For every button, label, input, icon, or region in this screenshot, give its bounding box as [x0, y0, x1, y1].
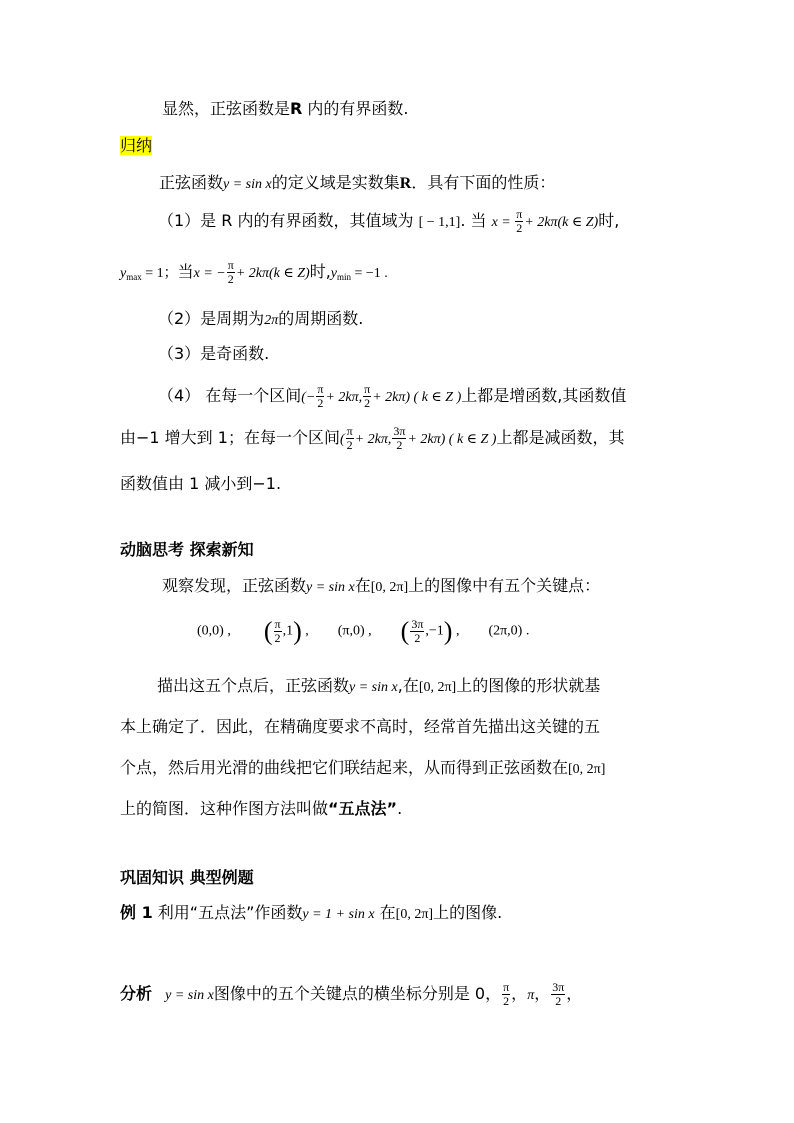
fraction: [346, 425, 354, 452]
math-expression: (: [339, 432, 345, 447]
math-expression: π: [527, 988, 535, 1003]
property-4-cont: [120, 425, 624, 452]
fraction: [392, 425, 406, 452]
math-expression: + 2kπ,: [325, 390, 363, 405]
math-expression: + 2kπ(k ∈ Z): [235, 266, 310, 281]
property-4-end: [120, 472, 281, 496]
denominator: 2: [414, 631, 421, 645]
numerator: π: [503, 980, 510, 994]
math-expression: y = sin x: [349, 680, 398, 695]
math-expression: 2π: [264, 313, 279, 328]
section-heading-2: [120, 866, 254, 890]
text: 描出这五个点后，正弦函数: [157, 676, 350, 695]
text: 在: [374, 903, 396, 922]
math-expression: (−: [301, 390, 316, 405]
separator: ,: [452, 623, 460, 639]
math-expression: = 1；: [141, 266, 178, 281]
fraction: [316, 383, 324, 410]
paragraph-line-3: [120, 756, 605, 782]
numerator: 3π: [411, 617, 424, 631]
math-expression: x =: [491, 215, 515, 230]
paragraph-five-points: [157, 674, 600, 700]
text: 的定义域是实数集: [271, 173, 400, 192]
math-expression: y = 1 + sin x: [302, 907, 375, 922]
math-expression: [ − 1,1]: [418, 215, 461, 230]
numerator: π: [516, 207, 523, 221]
denominator: 2: [364, 396, 371, 410]
paragraph-1: [162, 97, 409, 121]
text: （2）是周期为: [158, 309, 265, 328]
text: （4） 在每一个区间: [158, 386, 302, 405]
math-expression: y = sin x: [165, 988, 214, 1003]
text: 图像中的五个关键点的横坐标分别是 0，: [213, 984, 502, 1003]
text: 在: [354, 576, 371, 595]
numerator: π: [274, 617, 281, 631]
denominator: 2: [503, 994, 510, 1008]
denominator: 2: [274, 631, 281, 645]
math-expression: + 2kπ,: [354, 432, 392, 447]
point-1: (0,0): [197, 623, 224, 639]
heading-text: 巩固知识 典型例题: [120, 868, 254, 887]
example-label: 例 1: [120, 903, 153, 922]
text: （1）是 R 内的有界函数，其值域为: [158, 211, 414, 230]
highlighted-heading: 归纳: [120, 136, 153, 155]
subscript: max: [126, 272, 142, 282]
fraction: [274, 618, 282, 645]
separator: .: [522, 623, 530, 639]
text: .: [397, 799, 403, 818]
left-paren: (: [400, 616, 410, 646]
math-expression: + 2kπ): [372, 390, 411, 405]
math-expression: [0, 2π]: [395, 907, 434, 922]
text: 本上确定了．因此，在精确度要求不高时，经常首先描出这关键的五: [120, 717, 601, 736]
text: 由−1 增大到 1；在每一个区间: [120, 428, 340, 447]
math-expression: + 2kπ(k ∈ Z): [524, 215, 599, 230]
text: 上都是增函数,其函数值: [461, 386, 627, 405]
text: ,在: [397, 676, 419, 695]
example-1: [120, 901, 502, 927]
point-3: (π,0): [337, 623, 365, 639]
text: R: [399, 175, 412, 192]
denominator: 2: [346, 438, 353, 452]
heading-text: 动脑思考 探索新知: [120, 540, 254, 559]
key-points: [197, 618, 529, 645]
numerator: π: [227, 258, 234, 272]
analysis-label: 分析: [120, 984, 153, 1003]
text: 上的简图．这种作图方法叫做: [120, 799, 329, 818]
numerator: 3π: [552, 980, 565, 994]
text: 内的有界函数.: [302, 99, 409, 118]
fraction: [502, 981, 510, 1008]
separator: ,: [301, 623, 309, 639]
paragraph-line-2: [120, 715, 600, 739]
fraction: [363, 383, 371, 410]
right-paren: ): [293, 616, 302, 646]
text: 正弦函数: [159, 173, 224, 192]
property-4: [158, 383, 626, 410]
text: 函数值由 1 减小到−1.: [120, 474, 282, 493]
summary-label: [120, 134, 152, 158]
text: 的周期函数.: [278, 309, 364, 328]
text: . 当: [460, 211, 487, 230]
point-4-y: ,−1: [425, 623, 444, 639]
math-expression: y: [120, 266, 127, 281]
math-expression: x = −: [193, 266, 226, 281]
denominator: 2: [396, 438, 403, 452]
point-5: (2π,0): [488, 623, 523, 639]
text: 上的图像中有五个关键点：: [408, 576, 601, 595]
text: 利用“五点法”作函数: [152, 903, 303, 922]
numerator: 3π: [393, 424, 406, 438]
text: 上的图像的形状就基: [456, 676, 601, 695]
separator: ,: [223, 623, 231, 639]
fraction: [410, 618, 424, 645]
text: 当: [177, 262, 194, 281]
property-2: [158, 307, 363, 333]
text: 时,: [598, 211, 620, 230]
separator: ，: [534, 984, 551, 1003]
separator: ,: [364, 623, 372, 639]
math-expression: [0, 2π]: [568, 762, 606, 777]
math-expression: y = sin x: [223, 177, 272, 192]
text: R: [290, 99, 303, 118]
math-expression: [0, 2π]: [370, 580, 409, 595]
math-expression: = −1 .: [351, 266, 388, 281]
math-expression: y = sin x: [306, 580, 355, 595]
section-heading-1: [120, 538, 254, 562]
math-expression: y: [330, 266, 337, 281]
point-2-y: ,1: [282, 623, 294, 639]
denominator: 2: [516, 221, 523, 235]
property-3: [158, 342, 269, 366]
separator: ，: [511, 984, 528, 1003]
text: 上都是减函数，其: [496, 428, 625, 447]
analysis: [120, 981, 582, 1008]
subscript: min: [337, 272, 352, 282]
numerator: π: [317, 382, 324, 396]
fraction: [227, 259, 235, 286]
fraction: [551, 981, 565, 1008]
math-expression: + 2kπ): [407, 432, 446, 447]
text: 观察发现，正弦函数: [162, 576, 307, 595]
right-paren: ): [443, 616, 453, 646]
paragraph-2: [159, 171, 555, 197]
denominator: 2: [227, 272, 234, 286]
text: 个点，然后用光滑的曲线把它们联结起来，从而得到正弦函数在: [120, 758, 569, 777]
property-1: [158, 208, 619, 235]
paragraph-observe: [162, 574, 600, 600]
denominator: 2: [317, 396, 324, 410]
term-five-point-method: “五点法”: [328, 799, 398, 818]
text: 显然，正弦函数是: [162, 99, 291, 118]
fraction: [515, 208, 523, 235]
left-paren: (: [263, 616, 273, 646]
separator: ，: [566, 984, 583, 1003]
text: （3）是奇函数.: [158, 344, 270, 363]
text: 上的图像.: [433, 903, 503, 922]
paragraph-line-4: [120, 797, 402, 821]
text: 时,: [309, 262, 331, 281]
property-1-cont: [120, 259, 388, 289]
denominator: 2: [555, 994, 562, 1008]
math-expression: ( k ∈ Z ): [445, 432, 497, 447]
text: ．具有下面的性质：: [411, 173, 556, 192]
math-expression: ( k ∈ Z ): [410, 390, 462, 405]
numerator: π: [364, 382, 371, 396]
numerator: π: [346, 424, 353, 438]
math-expression: [0, 2π]: [418, 680, 457, 695]
